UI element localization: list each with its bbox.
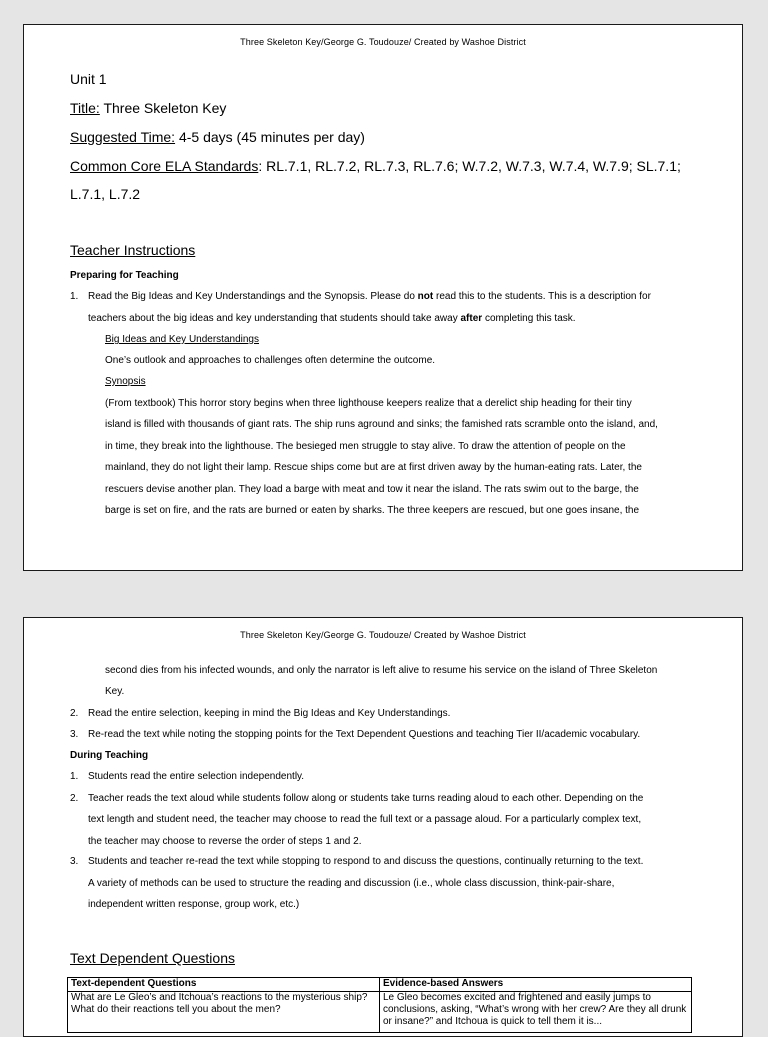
teacher-instructions-heading: Teacher Instructions xyxy=(70,242,196,258)
unit-label: Unit 1 xyxy=(70,71,107,87)
document-page-2 xyxy=(23,617,743,1037)
prep-item-2-text: Read the entire selection, keeping in mind the Big Ideas and Key Understandings. xyxy=(88,708,451,719)
standards-list: : RL.7.1, RL.7.2, RL.7.3, RL.7.6; W.7.2, W.7.3, W.7.4, W.7.9; SL.7.1; xyxy=(258,158,681,174)
during-item-2-line-3: the teacher may choose to reverse the order of steps 1 and 2. xyxy=(88,836,362,847)
answer-cell: Le Gleo becomes excited and frightened and easily jumps to conclusions, asking, “What’s wrong with her crew? Are they all drunk or insane?” and Itchoua is quick to tell them it is... xyxy=(380,992,692,1033)
synopsis-line-2: island is filled with thousands of giant rats. The ship runs aground and sinks; the famished rats scramble onto the island, and, xyxy=(105,419,658,430)
synopsis-line-5: rescuers devise another plan. They load a barge with meat and tow it near the island. The rats swim out to the barge, the xyxy=(105,484,639,495)
suggested-time-label: Suggested Time: xyxy=(70,129,176,145)
during-item-3-line-3: independent written response, group work, etc.) xyxy=(88,899,300,910)
suggested-time-value: 4-5 days (45 minutes per day) xyxy=(178,129,365,145)
synopsis-line-6: barge is set on fire, and the rats are burned or eaten by sharks. The three keepers are rescued, but one goes insane, the xyxy=(105,505,640,516)
during-teaching-heading: During Teaching xyxy=(70,750,149,761)
synopsis-line-4: mainland, they do not light their lamp. Rescue ships come but are at first driven away by the human-eating rats. Later, the xyxy=(105,462,642,473)
synopsis-line-1: (From textbook) This horror story begins when three lighthouse keepers realize that a derelict ship heading for their tiny xyxy=(105,398,632,409)
page-header: Three Skeleton Key/George G. Toudouze/ Created by Washoe District xyxy=(240,37,526,47)
prep-item-1-emphasis-after: after xyxy=(460,313,483,324)
prep-item-1-line-2 xyxy=(88,313,576,324)
questions-table xyxy=(67,977,692,1033)
table-row xyxy=(68,992,692,1033)
prep-item-1-text-a: Read the Big Ideas and Key Understandings and the Synopsis. Please do xyxy=(88,291,418,302)
during-item-3-line-2: A variety of methods can be used to structure the reading and discussion (i.e., whole class discussion, think-pair-share, xyxy=(88,878,615,889)
synopsis-line-3: in time, they break into the lighthouse. The besieged men struggle to stay alive. To draw the attention of people on the xyxy=(105,441,626,452)
prep-item-2-number: 2. xyxy=(70,708,79,719)
during-item-3-number: 3. xyxy=(70,856,79,867)
during-item-2-line-2: text length and student need, the teacher may choose to read the full text or a passage aloud. For a particularly complex text, xyxy=(88,814,642,825)
title-line xyxy=(70,100,226,116)
preparing-heading: Preparing for Teaching xyxy=(70,270,179,281)
prep-item-3-text: Re-read the text while noting the stopping points for the Text Dependent Questions and teaching Tier II/academic vocabulary. xyxy=(88,729,641,740)
standards-label: Common Core ELA Standards xyxy=(70,158,259,174)
during-item-3-line-1: Students and teacher re-read the text while stopping to respond to and discuss the questions, continually returning to the text. xyxy=(88,856,644,867)
document-page-1 xyxy=(23,24,743,571)
page-header: Three Skeleton Key/George G. Toudouze/ Created by Washoe District xyxy=(240,630,526,640)
prep-item-1-text-c: read this to the students. This is a description for xyxy=(433,291,651,302)
synopsis-cont-line-2: Key. xyxy=(105,686,125,697)
table-header-answers: Evidence-based Answers xyxy=(380,978,692,992)
big-ideas-text: One’s outlook and approaches to challenges often determine the outcome. xyxy=(105,355,436,366)
table-header-questions: Text-dependent Questions xyxy=(68,978,380,992)
big-ideas-label: Big Ideas and Key Understandings xyxy=(105,334,259,345)
text-dependent-questions-heading: Text Dependent Questions xyxy=(70,950,235,966)
standards-list-cont: L.7.1, L.7.2 xyxy=(70,186,141,202)
prep-item-1-text-f: completing this task. xyxy=(482,313,576,324)
during-item-1-number: 1. xyxy=(70,771,79,782)
during-item-2-line-1: Teacher reads the text aloud while students follow along or students take turns reading aloud to each other. Depending on the xyxy=(88,793,644,804)
suggested-time-line xyxy=(70,129,365,145)
question-cell: What are Le Gleo’s and Itchoua’s reactions to the mysterious ship? What do their reactions tell you about the men? xyxy=(68,992,380,1033)
synopsis-cont-line-1: second dies from his infected wounds, and only the narrator is left alive to resume his service on the island of Three Skeleton xyxy=(105,665,658,676)
prep-item-1-line-1 xyxy=(88,291,651,302)
during-item-2-number: 2. xyxy=(70,793,79,804)
table-header-row xyxy=(68,978,692,992)
synopsis-label: Synopsis xyxy=(105,376,146,387)
prep-item-1-text-d: teachers about the big ideas and key understanding that students should take away xyxy=(88,313,461,324)
prep-item-3-number: 3. xyxy=(70,729,79,740)
prep-item-1-number: 1. xyxy=(70,291,79,302)
title-label: Title: xyxy=(70,100,100,116)
standards-line xyxy=(70,158,681,174)
during-item-1-text: Students read the entire selection independently. xyxy=(88,771,305,782)
title-value: Three Skeleton Key xyxy=(103,100,227,116)
prep-item-1-emphasis-not: not xyxy=(417,291,434,302)
